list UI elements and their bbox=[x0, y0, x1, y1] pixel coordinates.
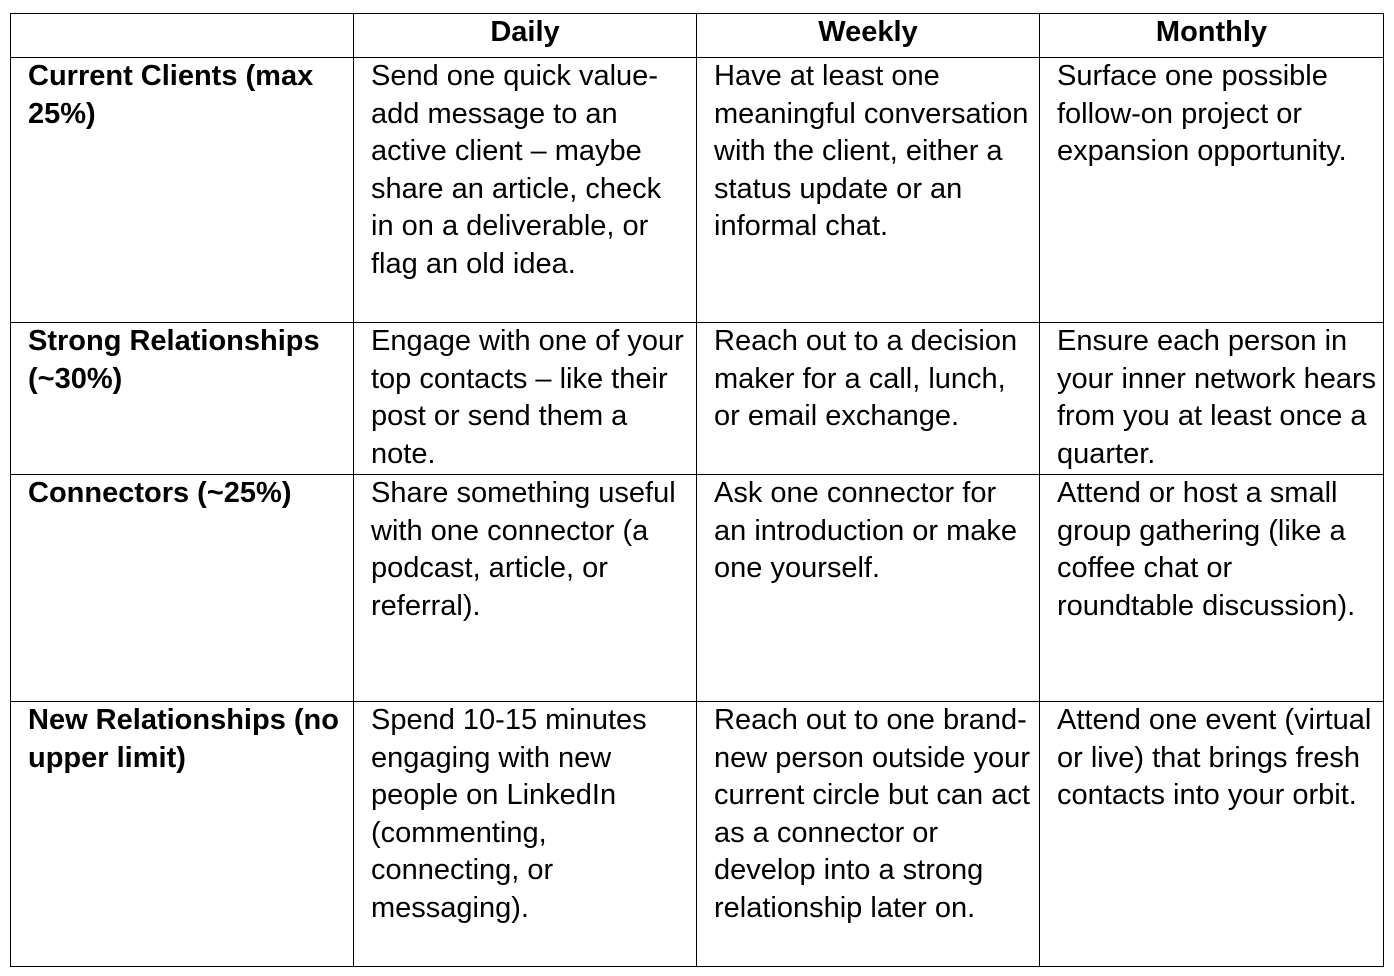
header-corner-cell bbox=[11, 14, 354, 58]
cell-weekly: Reach out to one brand-new person outside your current circle but can act as a connector or develop into a strong relationship later on. bbox=[697, 702, 1040, 967]
cell-weekly: Have at least one meaningful conversation with the client, either a status update or an informal chat. bbox=[697, 58, 1040, 323]
header-monthly: Monthly bbox=[1040, 14, 1384, 58]
cell-daily: Share something useful with one connector (a podcast, article, or referral). bbox=[354, 475, 697, 702]
row-label-connectors: Connectors (~25%) bbox=[11, 475, 354, 702]
table-row bbox=[11, 58, 1384, 323]
cell-weekly: Ask one connector for an introduction or make one yourself. bbox=[697, 475, 1040, 702]
table-row bbox=[11, 475, 1384, 702]
cell-monthly: Surface one possible follow-on project or expansion opportunity. bbox=[1040, 58, 1384, 323]
cell-monthly: Ensure each person in your inner network hears from you at least once a quarter. bbox=[1040, 323, 1384, 475]
cell-weekly: Reach out to a decision maker for a call, lunch, or email exchange. bbox=[697, 323, 1040, 475]
cell-monthly: Attend one event (virtual or live) that brings fresh contacts into your orbit. bbox=[1040, 702, 1384, 967]
cell-daily: Send one quick value-add message to an active client – maybe share an article, check in on a deliverable, or flag an old idea. bbox=[354, 58, 697, 323]
row-label-current-clients: Current Clients (max 25%) bbox=[11, 58, 354, 323]
header-daily: Daily bbox=[354, 14, 697, 58]
cell-monthly: Attend or host a small group gathering (like a coffee chat or roundtable discussion). bbox=[1040, 475, 1384, 702]
cell-daily: Spend 10-15 minutes engaging with new people on LinkedIn (commenting, connecting, or messaging). bbox=[354, 702, 697, 967]
header-weekly: Weekly bbox=[697, 14, 1040, 58]
header-row bbox=[11, 14, 1384, 58]
table-row bbox=[11, 702, 1384, 967]
cell-daily: Engage with one of your top contacts – like their post or send them a note. bbox=[354, 323, 697, 475]
row-label-strong-relationships: Strong Relationships (~30%) bbox=[11, 323, 354, 475]
row-label-new-relationships: New Relationships (no upper limit) bbox=[11, 702, 354, 967]
table-row bbox=[11, 323, 1384, 475]
networking-plan-table bbox=[10, 13, 1384, 967]
